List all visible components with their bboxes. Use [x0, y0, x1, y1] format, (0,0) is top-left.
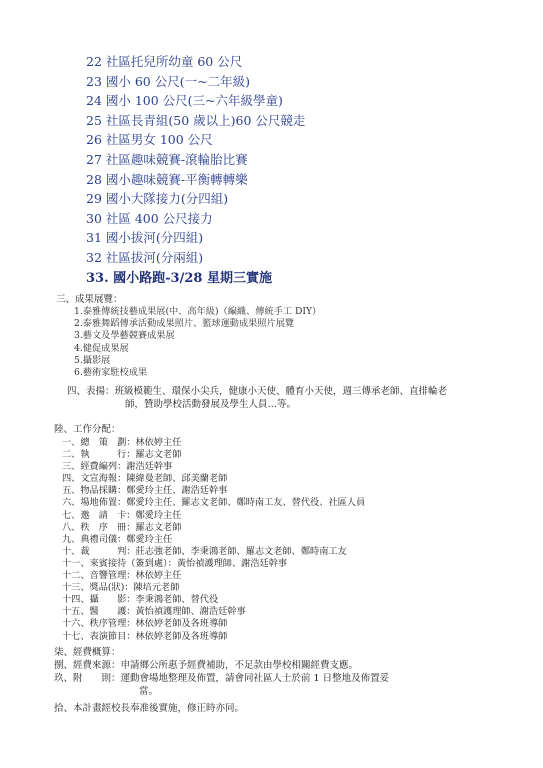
notes-line: 當。: [139, 686, 159, 697]
assignment-row: 十一、來賓接待（簽到處）：黃怡禎護理師、謝浩廷幹事: [62, 557, 288, 569]
section-exhibition: [56, 293, 321, 379]
assignment-row: 十五、醫 護：黃怡禎護理師、謝浩廷幹事: [62, 606, 246, 618]
assignment-row: 十四、攝 影：李秉鴻老師、替代役: [62, 594, 219, 606]
list-item: 1.泰雅傳統技藝成果展(中、高年級)（編織、傳統手工 DIY）: [74, 306, 322, 317]
event-item: 26 社區男女 100 公尺: [86, 132, 213, 148]
event-item: 29 國小大隊接力(分四組): [86, 191, 229, 207]
event-item: 23 國小 60 公尺(一~二年級): [86, 73, 250, 89]
exhibition-list: [56, 306, 321, 379]
section-work-assignment: [54, 423, 365, 643]
assignment-row: 三、經費編列：謝浩廷幹事: [62, 461, 173, 473]
event-item: 27 社區趣味競賽-滾輪胎比賽: [86, 151, 248, 167]
event-item: 22 社區托兒所幼童 60 公尺: [86, 54, 243, 69]
list-item: 2.泰雅舞蹈傳承活動成果照片、籃球運動成果照片展覽: [74, 318, 295, 330]
assignment-row: 十六、秩序管理：林依婷老師及各班導師: [62, 618, 228, 630]
list-item: 6.藝術家駐校成果: [74, 367, 148, 379]
assignment-row: 二、執 行：羅志文老師: [62, 449, 182, 461]
list-item: 4.健促成果展: [74, 342, 129, 354]
commendation-line: 師，贊助學校活動發展及學生人員…等。: [125, 399, 297, 410]
event-list: [86, 52, 305, 288]
assignment-row: 七、邀 請 卡：鄭愛玲主任: [62, 509, 182, 521]
commendation-line: 四、表揚：班級模範生、環保小尖兵，健康小天使、體育小天使，週三傳承老師、直排輪老: [67, 386, 448, 397]
list-item: 3.藝文及學藝競賽成果展: [74, 330, 175, 342]
assignment-row: 五、物品採購：鄭愛玲主任、謝浩廷幹事: [62, 485, 228, 497]
event-item-road-run: 33. 國小路跑-3/28 星期三實施: [86, 270, 272, 286]
assignment-row: 四、文宣海報：陳緯曼老師、邱美蘭老師: [62, 473, 228, 485]
assignment-row: 六、場地佈置：鄭愛玲主任、羅志文老師、鄭時南工友、替代役、社區人員: [62, 497, 366, 509]
budget-title: 柒、經費概算：: [54, 647, 121, 658]
assignment-row: 十三、獎品(狀)：陳培元老師: [62, 582, 180, 594]
funding-source: 捌、經費來源：申請鄉公所惠予經費補助，不足款由學校相關經費支應。: [54, 660, 359, 671]
assignment-row: 九、典禮司儀：鄭愛玲主任: [62, 533, 173, 545]
event-item: 32 社區拔河(分兩組): [86, 249, 204, 265]
assignment-row: 十二、音響管理：林依婷主任: [62, 570, 182, 582]
event-item: 25 社區長青組(50 歲以上)60 公尺競走: [86, 112, 306, 128]
event-item: 30 社區 400 公尺接力: [86, 210, 213, 226]
event-item: 24 國小 100 公尺(三~六年級學童): [86, 93, 283, 109]
assignment-row: 一、總 策 劃：林依婷主任: [62, 437, 182, 448]
section-title: 陸、工作分配：: [54, 424, 121, 435]
list-item: 5.攝影展: [74, 354, 111, 366]
closing-sections: [54, 646, 524, 715]
section-title: 三、成果展覽：: [56, 294, 123, 305]
assignment-row: 十七、表演節目：林依婷老師及各班導師: [62, 630, 228, 642]
approval-line: 拾、本計畫經校長奉准後實施，修正時亦同。: [54, 703, 245, 714]
assignment-row: 十、裁 判：莊志強老師、李秉鴻老師、羅志文老師、鄭時南工友: [62, 545, 347, 557]
event-item: 31 國小拔河(分四組): [86, 230, 204, 246]
section-commendation: [67, 385, 517, 411]
event-item: 28 國小趣味競賽-平衡轉轉樂: [86, 171, 248, 187]
notes-line: 玖、附 則：運動會場地整理及佈置，請會同社區人士於前 1 日整地及佈置妥: [54, 673, 390, 684]
assignment-row: 八、秩 序 冊：羅志文老師: [62, 521, 182, 533]
